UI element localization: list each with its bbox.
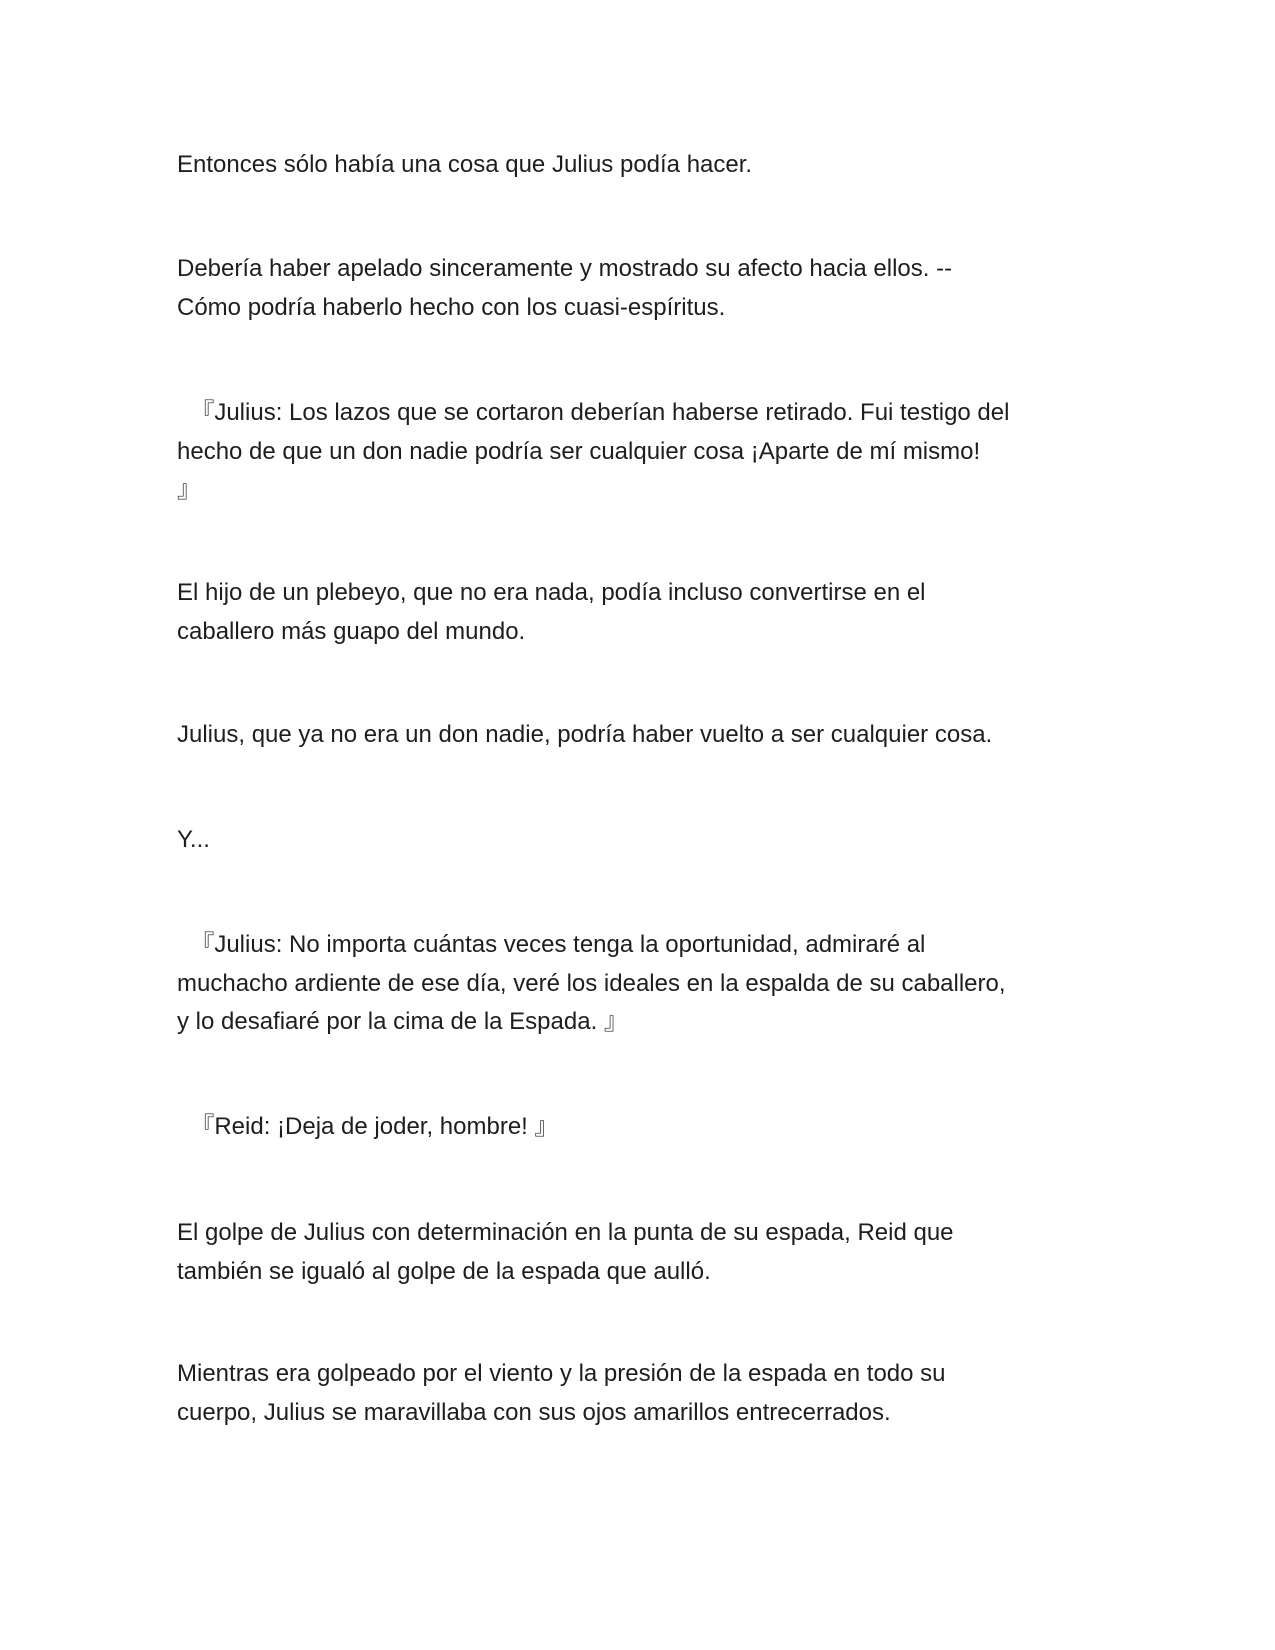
paragraph-2	[177, 250, 1097, 327]
paragraph-line: Y...	[177, 826, 210, 853]
paragraph-line: 『Reid: ¡Deja de joder, hombre! 』	[177, 1113, 559, 1140]
paragraph-line: Debería haber apelado sinceramente y mostrado su afecto hacia ellos. --	[177, 255, 953, 282]
paragraph-8-dialogue-reid	[177, 1108, 1097, 1147]
paragraph-4	[177, 574, 1097, 651]
paragraph-1	[177, 146, 1097, 185]
paragraph-line: cuerpo, Julius se maravillaba con sus ojos amarillos entrecerrados.	[177, 1398, 891, 1426]
paragraph-line: caballero más guapo del mundo.	[177, 617, 526, 645]
paragraph-line: Julius, que ya no era un don nadie, podría haber vuelto a ser cualquier cosa.	[177, 721, 993, 748]
paragraph-line: muchacho ardiente de ese día, veré los ideales en la espalda de su caballero,	[177, 969, 1006, 997]
paragraph-7-dialogue-julius	[177, 926, 1097, 1042]
paragraph-line: hecho de que un don nadie podría ser cualquier cosa ¡Aparte de mí mismo!	[177, 437, 981, 465]
paragraph-line: Entonces sólo había una cosa que Julius podía hacer.	[177, 151, 753, 178]
paragraph-9	[177, 1214, 1097, 1291]
paragraph-line: 』	[177, 476, 201, 503]
paragraph-line: y lo desafiaré por la cima de la Espada. 』	[177, 1008, 628, 1035]
paragraph-line: 『Julius: No importa cuántas veces tenga la oportunidad, admiraré al	[177, 931, 926, 958]
paragraph-5	[177, 716, 1097, 755]
paragraph-line: Cómo podría haberlo hecho con los cuasi-espíritus.	[177, 293, 726, 321]
paragraph-10	[177, 1355, 1097, 1432]
paragraph-line: El hijo de un plebeyo, que no era nada, podía incluso convertirse en el	[177, 579, 926, 606]
paragraph-line: 『Julius: Los lazos que se cortaron deberían haberse retirado. Fui testigo del	[177, 399, 1010, 426]
paragraph-6	[177, 821, 1097, 860]
paragraph-line: El golpe de Julius con determinación en la punta de su espada, Reid que	[177, 1219, 954, 1246]
paragraph-line: también se igualó al golpe de la espada que aulló.	[177, 1257, 711, 1285]
paragraph-3-dialogue-julius	[177, 394, 1097, 510]
paragraph-line: Mientras era golpeado por el viento y la presión de la espada en todo su	[177, 1360, 946, 1387]
